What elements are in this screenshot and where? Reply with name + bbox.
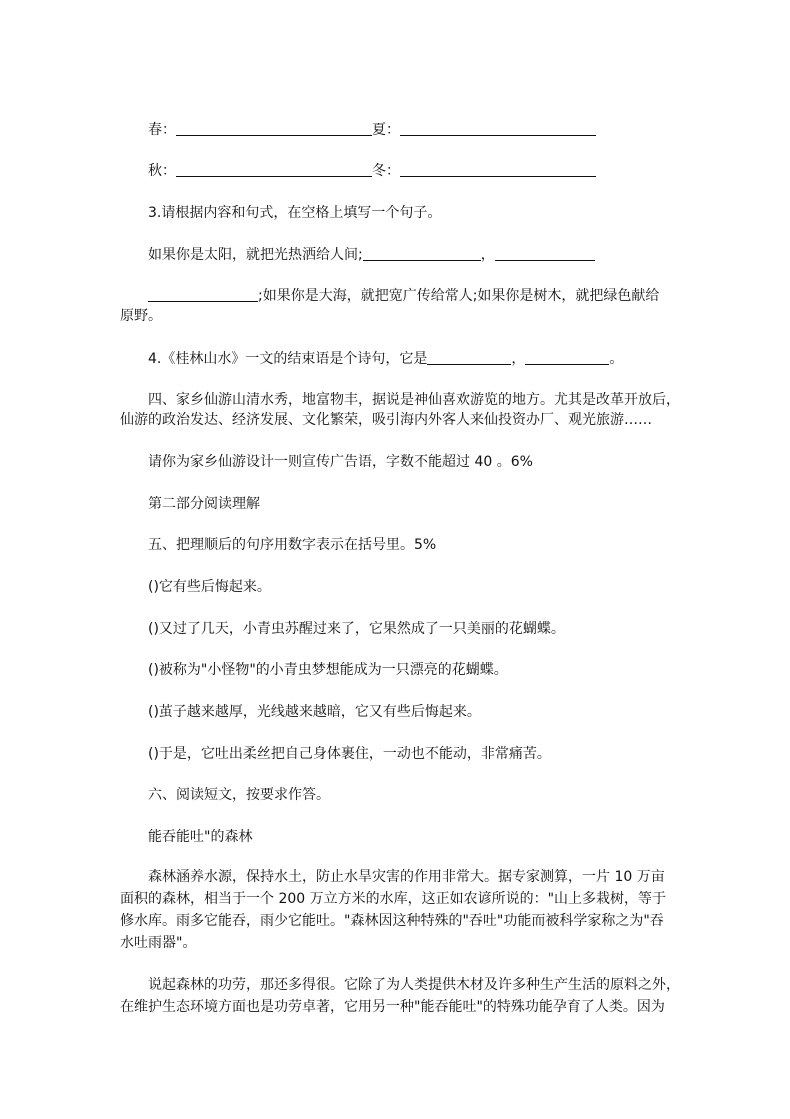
summer-label: 夏： [372, 122, 400, 138]
article-p2-line: 在维护生态环境方面也是功劳卓著，它用另一种"能吞能吐"的特殊功能孕育了人类。因为 [120, 999, 665, 1015]
section4-para-line2: 仙游的政治发达、经济发展、文化繁荣，吸引海内外客人来仙投资办厂、观光旅游…… [120, 412, 652, 428]
list-item: ()于是，它吐出柔丝把自己身体裹住，一动也不能动，非常痛苦。 [148, 746, 551, 762]
spring-label: 春： [148, 122, 176, 138]
section4-task: 请你为家乡仙游设计一则宣传广告语，字数不能超过 40 。6% [148, 454, 533, 470]
list-item: ()它有些后悔起来。 [148, 579, 271, 595]
q3-blank-3[interactable] [148, 287, 258, 302]
article-title: 能吞能吐"的森林 [148, 829, 253, 845]
q4-blank-2[interactable] [525, 350, 609, 365]
q3-blank-2[interactable] [495, 246, 595, 261]
q4-text: 4.《桂林山水》一文的结束语是个诗句，它是 [148, 351, 428, 367]
q3-line1-text: 如果你是太阳，就把光热洒给人间; [148, 247, 363, 263]
q4-end: 。 [609, 351, 624, 367]
article-p1-line: 水吐雨器"。 [120, 935, 197, 951]
article-p1-line: 面积的森林，相当于一个 200 万立方米的水库，这正如农谚所说的："山上多栽树，等于 [120, 891, 667, 907]
q3-comma: ， [480, 247, 495, 263]
winter-blank[interactable] [400, 162, 596, 177]
list-item: ()茧子越来越厚，光线越来越暗，它又有些后悔起来。 [148, 704, 481, 720]
q4-comma: ， [511, 351, 526, 367]
article-p2-line: 说起森林的功劳，那还多得很。它除了为人类提供木材及许多种生产生活的原料之外， [148, 977, 680, 993]
autumn-blank[interactable] [176, 162, 372, 177]
list-item: ()又过了几天，小青虫苏醒过来了，它果然成了一只美丽的花蝴蝶。 [148, 621, 565, 637]
list-item: ()被称为"小怪物"的小青虫梦想能成为一只漂亮的花蝴蝶。 [148, 662, 508, 678]
q3-line1 [148, 245, 595, 265]
fill-row-autumn-winter [148, 161, 596, 181]
summer-blank[interactable] [400, 121, 596, 136]
q3-blank-1[interactable] [363, 246, 481, 261]
section6-title: 六、阅读短文，按要求作答。 [148, 787, 330, 803]
spring-blank[interactable] [176, 121, 372, 136]
section4-para-line1: 四、家乡仙游山清水秀，地富物丰，据说是神仙喜欢游览的地方。尤其是改革开放后， [148, 392, 680, 408]
q3-line2-text: ;如果你是大海，就把宽广传给常人;如果你是树木，就把绿色献给 [258, 288, 660, 304]
autumn-label: 秋： [148, 163, 176, 179]
q3-line3: 原野。 [120, 308, 162, 324]
winter-label: 冬： [372, 163, 400, 179]
q4-blank-1[interactable] [427, 350, 511, 365]
part2-title: 第二部分阅读理解 [148, 496, 260, 512]
article-p1-line: 修水库。雨多它能吞，雨少它能吐。"森林因这种特殊的"吞吐"功能而被科学家称之为"吞 [120, 913, 664, 929]
q4-line [148, 349, 623, 369]
q3-line2 [148, 286, 659, 306]
q3-title: 3.请根据内容和句式，在空格上填写一个句子。 [148, 205, 442, 221]
section5-title: 五、把理顺后的句序用数字表示在括号里。5% [148, 537, 437, 553]
article-p1-line: 森林涵养水源，保持水土，防止水旱灾害的作用非常大。据专家测算，一片 10 万亩 [148, 869, 665, 885]
fill-row-spring-summer [148, 120, 596, 140]
